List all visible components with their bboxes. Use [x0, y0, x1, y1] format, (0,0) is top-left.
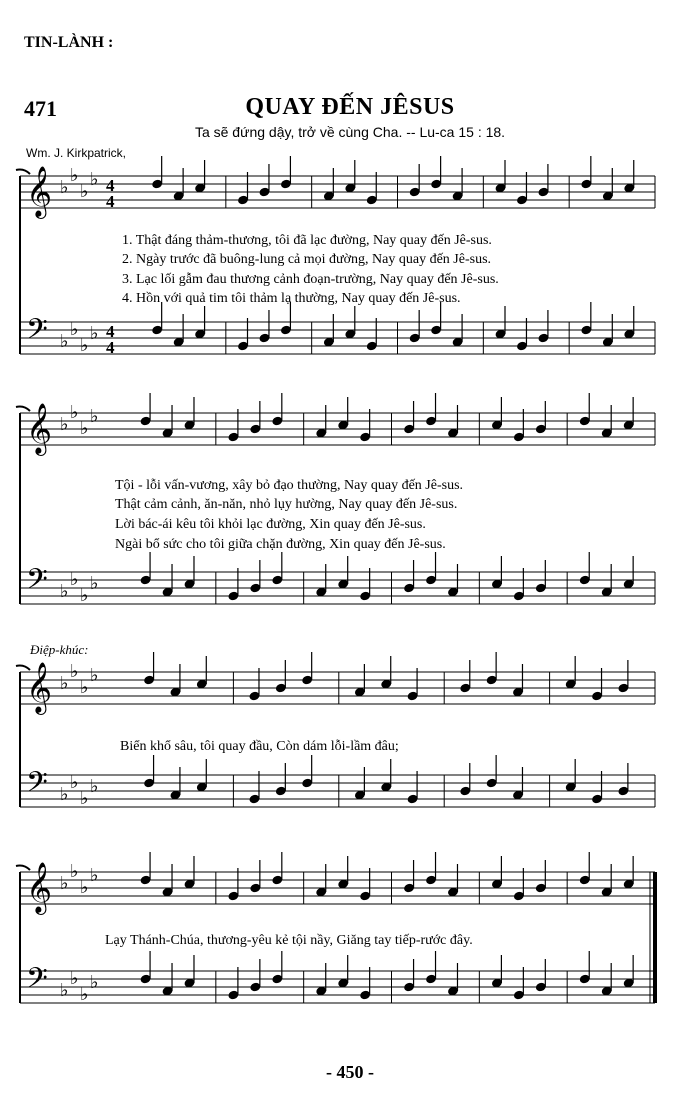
- system-4-bass-clef-icon: 𝄢: [26, 962, 48, 1002]
- system-3-treble-flat: ♭: [70, 661, 79, 682]
- system-2-bass-flat: ♭: [90, 573, 99, 594]
- system-2-treble-clef-icon: 𝄞: [26, 403, 53, 454]
- verse-2-line-1: 2. Ngày trước đã buông-lung cả mọi đường, Nay quay đến Jê-sus.: [122, 252, 492, 267]
- system-3-treble-clef-icon: 𝄞: [26, 662, 53, 713]
- system-2-treble-flat: ♭: [70, 402, 79, 423]
- system-3-bass-flat: ♭: [70, 772, 79, 793]
- system-4-treble-flat: ♭: [70, 861, 79, 882]
- verse-4-line-2: Ngài bổ sức cho tôi giữa chặn đường, Xin quay đến Jê-sus.: [115, 537, 446, 552]
- verse-2-line-2: Thật cảm cảnh, ăn-năn, nhỏ lụy hường, Nay quay đến Jê-sus.: [115, 497, 458, 512]
- hymn-number: 471: [24, 96, 57, 121]
- system-1-time-sig: 4: [106, 338, 115, 357]
- hymn-title: QUAY ĐẾN JÊSUS: [245, 94, 455, 120]
- system-3-treble-flat: ♭: [80, 677, 89, 698]
- system-1-treble-flat: ♭: [60, 177, 69, 198]
- system-2-treble-flat: ♭: [60, 414, 69, 435]
- verse-4-line-1: 4. Hồn với quả tim tôi thảm lạ thường, Nay quay đến Jê-sus.: [122, 291, 461, 306]
- system-1-treble-flat: ♭: [70, 165, 79, 186]
- system-4-treble-flat: ♭: [90, 865, 99, 886]
- system-2-bass-flat: ♭: [70, 569, 79, 590]
- system-3-bass-flat: ♭: [80, 788, 89, 809]
- page-number: - 450 -: [326, 1062, 374, 1082]
- system-1-treble-flat: ♭: [90, 169, 99, 190]
- chorus-line-2: Lạy Thánh-Chúa, thương-yêu kẻ tội nầy, Giăng tay tiếp-rước đây.: [105, 933, 473, 948]
- system-2-treble-flat: ♭: [90, 406, 99, 427]
- system-1-bass-flat: ♭: [60, 331, 69, 352]
- verse-3-line-2: Lời bác-ái kêu tôi khỏi lạc đường, Xin quay đến Jê-sus.: [115, 517, 426, 532]
- system-2-treble-flat: ♭: [80, 418, 89, 439]
- system-4-bass-flat: ♭: [80, 984, 89, 1005]
- system-3-treble-flat: ♭: [90, 665, 99, 686]
- category-label: TIN-LÀNH :: [24, 34, 114, 51]
- system-1-time-sig: 4: [106, 176, 115, 195]
- system-1-treble-flat: ♭: [80, 181, 89, 202]
- system-1-time-sig: 4: [106, 192, 115, 211]
- system-4-treble-flat: ♭: [80, 877, 89, 898]
- system-3-bass-flat: ♭: [90, 776, 99, 797]
- system-4-bass-flat: ♭: [90, 972, 99, 993]
- chorus-label: Điệp-khúc:: [30, 642, 89, 657]
- system-3-bass-clef-icon: 𝄢: [26, 766, 48, 806]
- verse-3-line-1: 3. Lạc lối gẫm đau thương cảnh đoạn-trường, Nay quay đến Jê-sus.: [122, 272, 499, 287]
- system-1-bass-flat: ♭: [80, 335, 89, 356]
- system-4-treble-flat: ♭: [60, 873, 69, 894]
- composer-credit: Wm. J. Kirkpatrick,: [26, 146, 127, 160]
- system-4-bass-flat: ♭: [70, 968, 79, 989]
- system-2-bass-flat: ♭: [60, 581, 69, 602]
- chorus-line-1: Biển khổ sâu, tôi quay đầu, Còn dám lỗi-lầm đâu;: [120, 739, 399, 754]
- system-1-treble-clef-icon: 𝄞: [26, 166, 53, 217]
- system-1-bass-flat: ♭: [90, 323, 99, 344]
- system-2-bass-clef-icon: 𝄢: [26, 563, 48, 603]
- verse-1-line-1: 1. Thật đáng thảm-thương, tôi đã lạc đường, Nay quay đến Jê-sus.: [122, 233, 492, 248]
- system-4-bass-flat: ♭: [60, 980, 69, 1001]
- system-2-bass-flat: ♭: [80, 585, 89, 606]
- system-3-treble-flat: ♭: [60, 673, 69, 694]
- system-1-time-sig: 4: [106, 322, 115, 341]
- system-1-bass-flat: ♭: [70, 319, 79, 340]
- system-1-bass-clef-icon: 𝄢: [26, 313, 48, 353]
- scripture-reference: Ta sẽ đứng dậy, trở về cùng Cha. -- Lu-ca 15 : 18.: [194, 124, 506, 140]
- system-4-treble-clef-icon: 𝄞: [26, 862, 53, 913]
- system-3-bass-flat: ♭: [60, 784, 69, 805]
- verse-1-line-2: Tội - lỗi vấn-vương, xây bỏ đạo thường, Nay quay đến Jê-sus.: [115, 478, 464, 493]
